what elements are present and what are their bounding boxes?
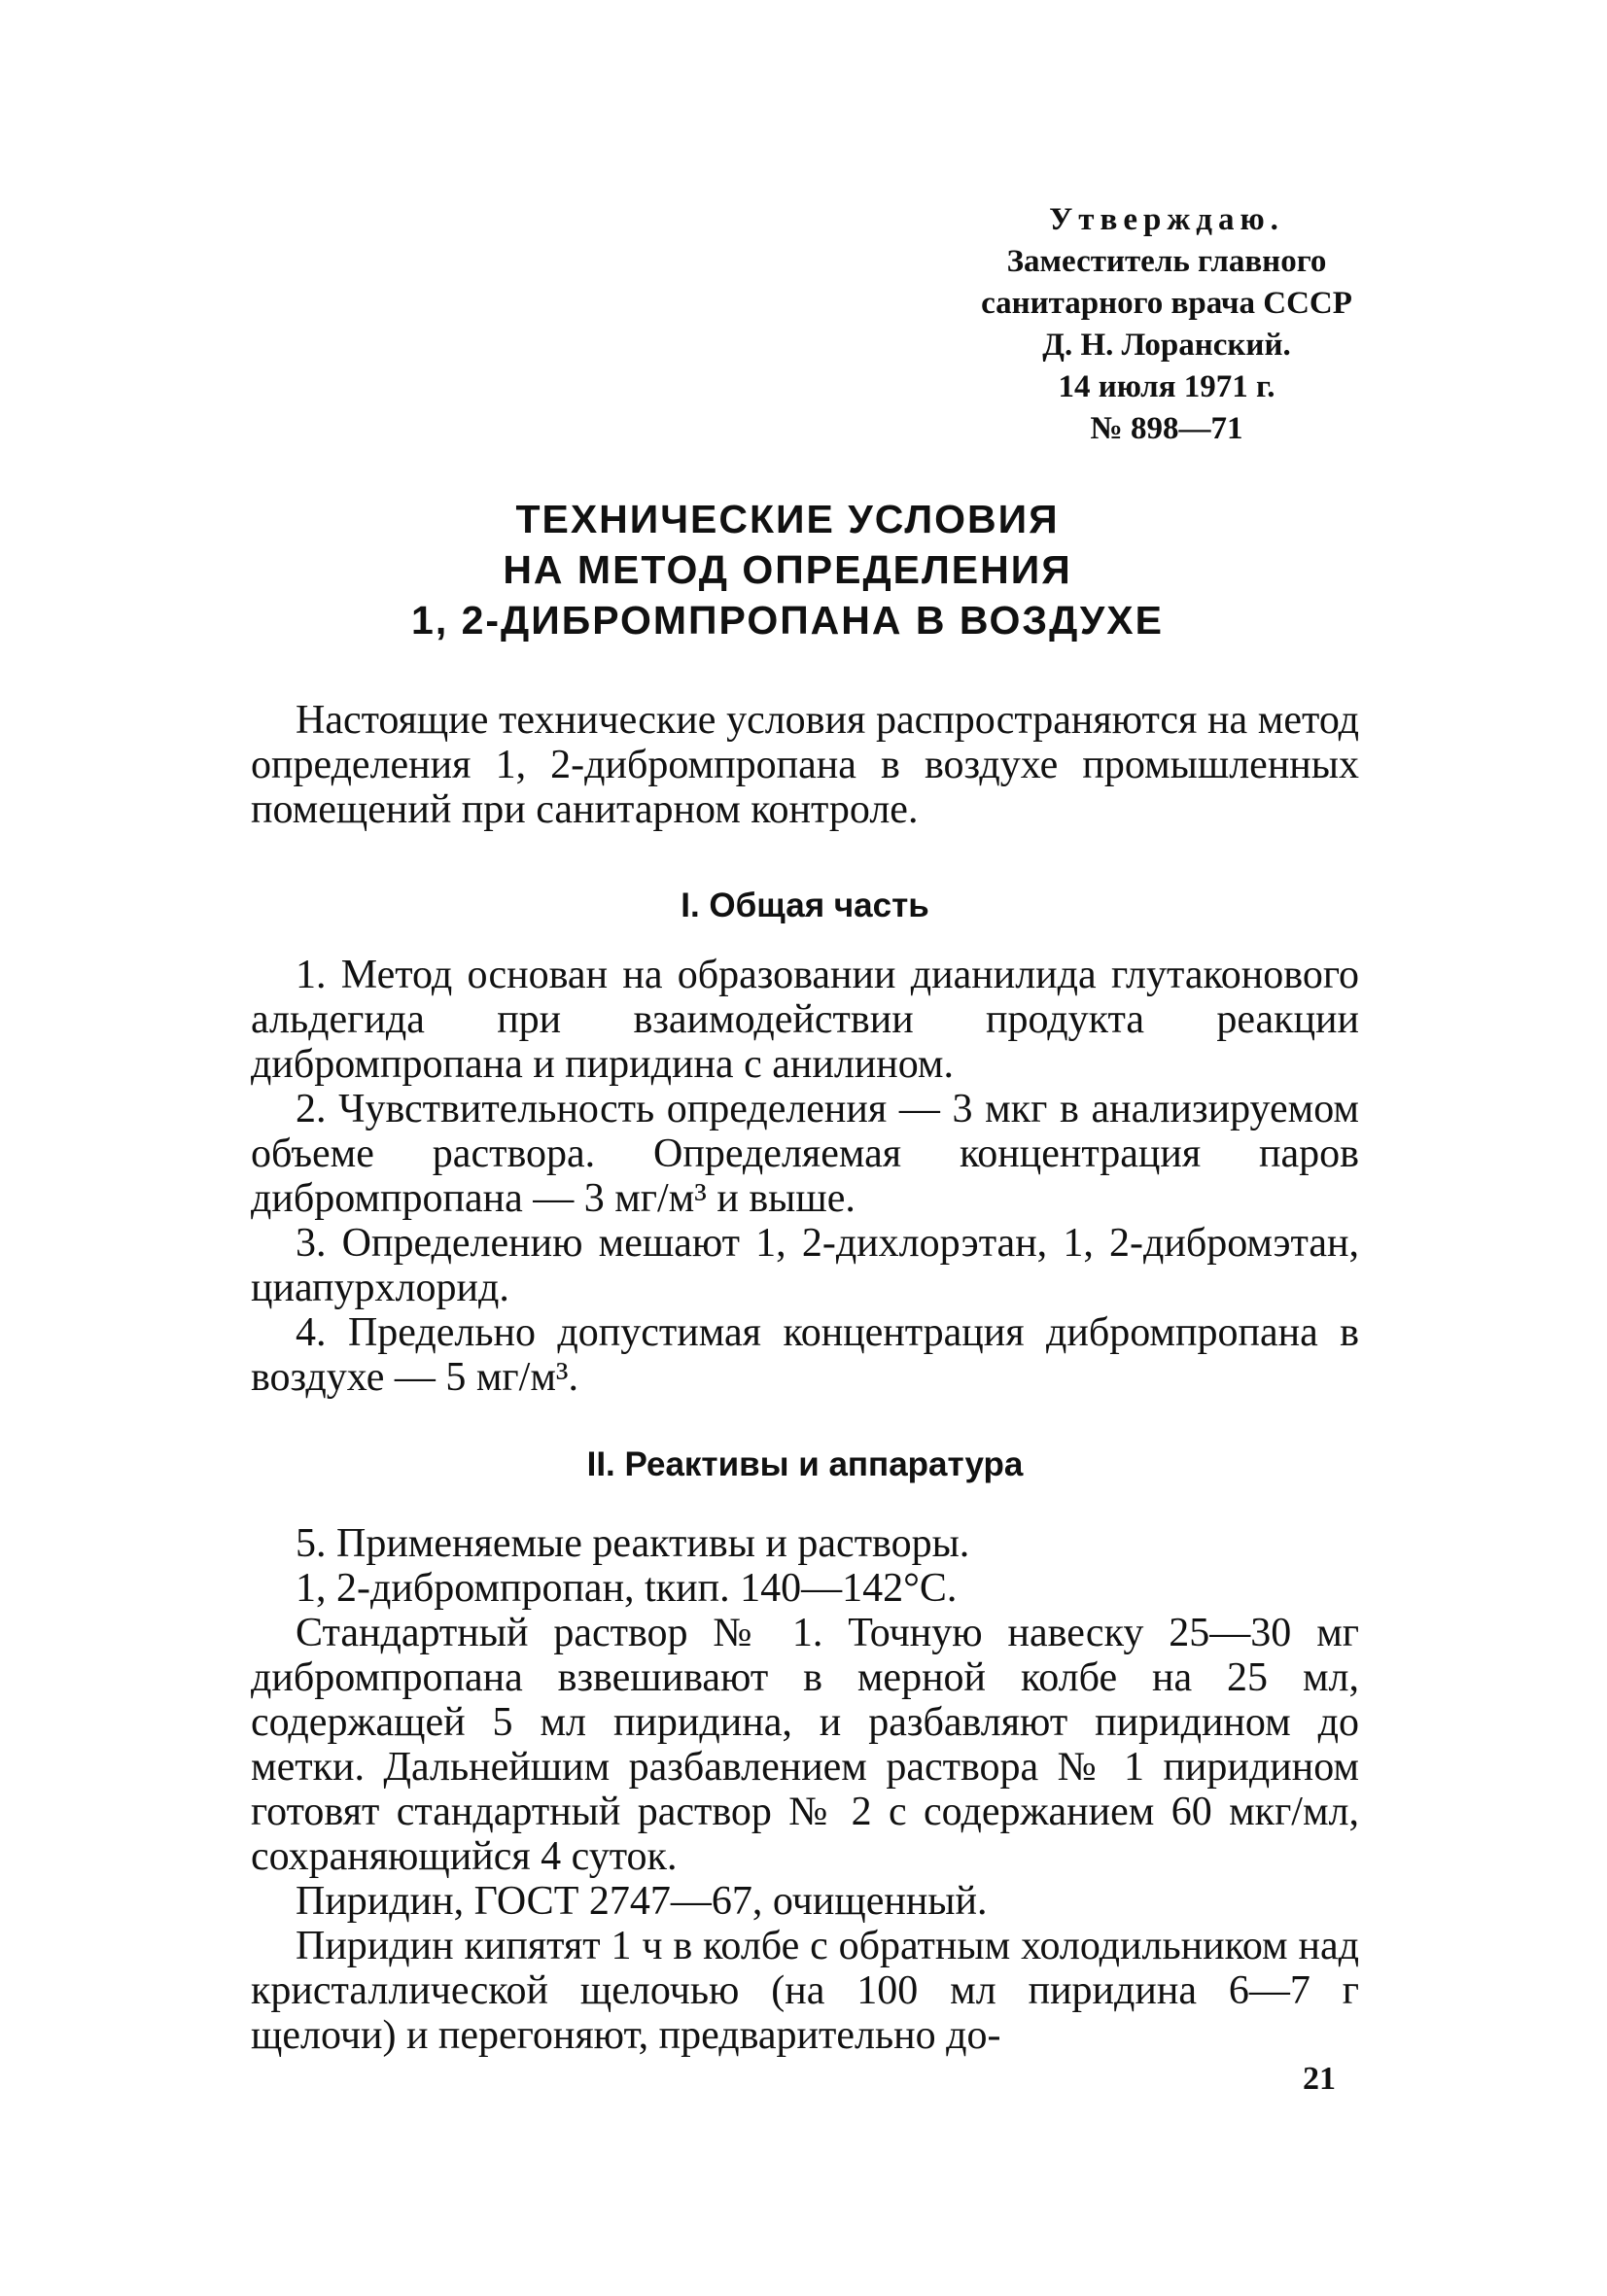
paragraph-pyridine: Пиридин, ГОСТ 2747—67, очищенный. <box>296 1879 988 1924</box>
paragraph-pyridine-prep: Пиридин кипятят 1 ч в колбе с обратным холодильником над кристаллической щелочью (на 100 мл пиридина 6—7 г щелочи) и перегоняют, предварительно до- <box>251 1924 1359 2058</box>
section-heading-reagents: II. Реактивы и аппаратура <box>586 1445 1024 1483</box>
approval-line: № 898—71 <box>1090 411 1243 446</box>
approval-line: санитарного врача СССР <box>981 286 1352 321</box>
title-line: ТЕХНИЧЕСКИЕ УСЛОВИЯ <box>515 497 1060 541</box>
intro-block <box>251 698 1359 832</box>
title-line: НА МЕТОД ОПРЕДЕЛЕНИЯ <box>503 547 1072 592</box>
paragraph-4: 4. Предельно допустимая концентрация дибромпропана в воздухе — 5 мг/м³. <box>251 1310 1359 1400</box>
section-heading-general: I. Общая часть <box>681 887 929 924</box>
title-line: 1, 2-ДИБРОМПРОПАНА В ВОЗДУХЕ <box>411 598 1164 643</box>
paragraph-5: 5. Применяемые реактивы и растворы. <box>296 1521 970 1566</box>
approval-line: Заместитель главного <box>1006 244 1327 279</box>
paragraph-reagent: 1, 2-дибромпропан, tкип. 140—142°С. <box>296 1566 958 1611</box>
paragraph-standard-solution: Стандартный раствор № 1. Точную навеску 25—30 мг дибромпропана взвешивают в мерной колбе на 25 мл, содержащей 5 мл пиридина, и разбавляют пиридином до метки. Дальнейшим разбавлением раствора № 1 пиридином готовят стандартный раствор № 2 с содержанием 60 мкг/мл, сохраняющийся 4 суток. <box>251 1611 1359 1879</box>
paragraph-2: 2. Чувствительность определения — 3 мкг в анализируемом объеме раствора. Определяемая концентрация паров дибромпропана — 3 мг/м³ и выше. <box>251 1087 1359 1221</box>
approval-line: Утверждаю. <box>1049 202 1284 237</box>
approval-stamp <box>914 199 1419 450</box>
section-reagents-body <box>251 1521 1359 2058</box>
section-general-body <box>251 953 1359 1400</box>
approval-line: Д. Н. Лоранский. <box>1042 328 1291 363</box>
approval-line: 14 июля 1971 г. <box>1058 369 1275 404</box>
page-number: 21 <box>1303 2061 1336 2097</box>
document-title <box>233 494 1342 645</box>
intro-paragraph: Настоящие технические условия распространяются на метод определения 1, 2-дибромпропана в воздухе промышленных помещений при санитарном контроле. <box>251 698 1359 832</box>
paragraph-1: 1. Метод основан на образовании дианилида глутаконового альдегида при взаимодействии продукта реакции дибромпропана и пиридина с анилином. <box>251 953 1359 1087</box>
paragraph-3: 3. Определению мешают 1, 2-дихлорэтан, 1, 2-дибромэтан, циапурхлорид. <box>251 1221 1359 1310</box>
